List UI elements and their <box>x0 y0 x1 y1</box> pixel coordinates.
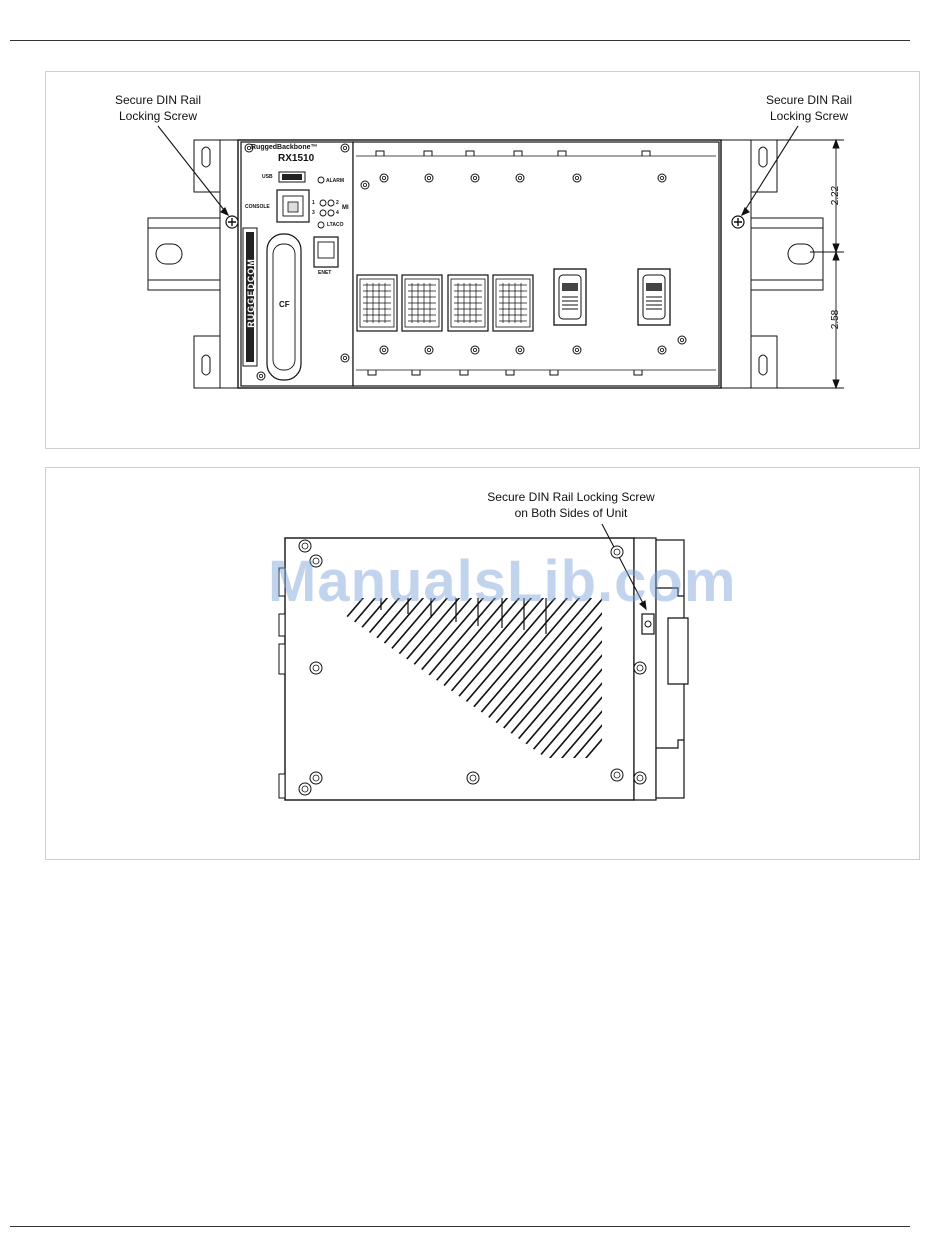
locking-screw-right <box>732 216 744 228</box>
front-view-drawing <box>46 72 919 448</box>
panel-model-label: RX1510 <box>278 153 315 164</box>
module-port-3 <box>448 275 488 331</box>
callout-side-line1: Secure DIN Rail Locking Screw <box>487 490 655 504</box>
callout-right-line2: Locking Screw <box>769 109 849 123</box>
top-rule <box>10 40 910 41</box>
figure-side-view <box>45 467 920 860</box>
din-rail-left <box>148 218 220 290</box>
panel-brand-label: RuggedBackbone™ <box>251 144 318 151</box>
locking-screw-left <box>226 216 238 228</box>
module-port-2 <box>402 275 442 331</box>
panel-port-2: 2 <box>336 200 339 206</box>
watermark: ManualsLib.com <box>268 549 737 614</box>
terminal-connector-2 <box>638 269 670 325</box>
panel-enet-label: ENET <box>318 270 332 276</box>
bottom-rule <box>10 1226 910 1227</box>
callout-right-line1: Secure DIN Rail <box>765 93 853 107</box>
panel-alarm-label: ALARM <box>326 178 345 184</box>
figure-front-view <box>45 71 920 449</box>
panel-vendor-label: RUGGEDCOM <box>245 258 256 328</box>
side-view-drawing <box>46 468 919 859</box>
callout-left-line1: Secure DIN Rail <box>114 93 202 107</box>
module-port-4 <box>493 275 533 331</box>
panel-port-3: 3 <box>312 210 315 216</box>
side-locking-screw <box>642 614 654 634</box>
dimension-lower: 2.58 <box>830 309 842 330</box>
panel-port-1: 1 <box>312 200 315 206</box>
din-rail-right <box>751 218 823 290</box>
panel-ports-label: MI <box>342 205 349 211</box>
dimension-upper: 2.22 <box>830 185 842 206</box>
panel-lte-label: LTACO <box>327 222 344 228</box>
callout-side-line2: on Both Sides of Unit <box>514 506 628 520</box>
panel-cf-label: CF <box>279 300 290 309</box>
panel-port-4: 4 <box>336 210 339 216</box>
panel-usb-label: USB <box>262 174 273 180</box>
panel-console-label: CONSOLE <box>245 204 270 210</box>
callout-left-line2: Locking Screw <box>118 109 198 123</box>
terminal-connector-1 <box>554 269 586 325</box>
module-port-1 <box>357 275 397 331</box>
